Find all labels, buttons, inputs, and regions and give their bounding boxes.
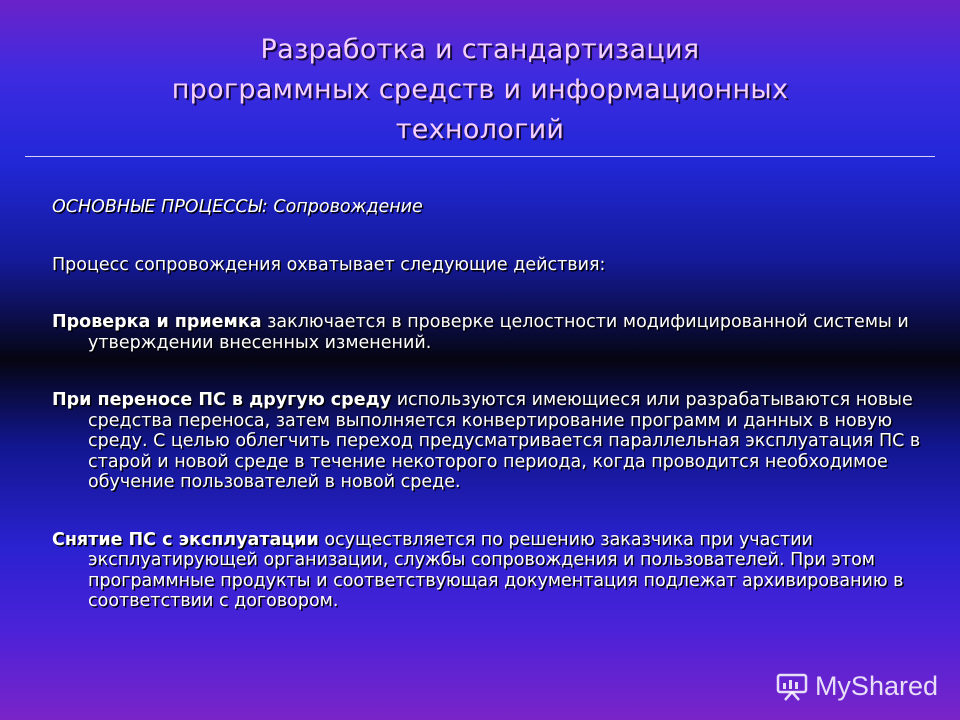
item-term: Снятие ПС с эксплуатации [52,529,319,550]
section-heading: ОСНОВНЫЕ ПРОЦЕССЫ: Сопровождение [52,197,423,217]
item-text: заключается в проверке целостности модифицированной системы и утверждении внесенных изменений. [88,312,909,353]
watermark [775,671,938,702]
intro-paragraph: Процесс сопровождения охватывает следующие действия: [52,254,606,275]
title-line-1: Разработка и стандартизация [260,34,700,65]
item-text: используются имеющиеся или разрабатываются новые средства переноса, затем выполняется конвертирование программ и данных в новую среду. С целью облегчить переход предусматривается параллельная эксплуатация ПС в старой и новой среде в течение некоторого периода, когда проводится необходимое обучение пользователей в новой среде. [88,390,921,492]
watermark-text: MyShared [814,671,938,701]
presentation-board-icon [775,672,809,702]
slide-body [52,197,922,649]
list-item [52,530,922,612]
title-divider [25,156,935,157]
title-line-2: программных средств и информационных [171,74,789,105]
title-line-3: технологий [395,114,565,145]
item-text: осуществляется по решению заказчика при участии эксплуатирующей организации, службы сопровождения и пользователей. При этом программные продукты и соответствующая документация подлежат архивированию в соответствии с договором. [88,529,904,611]
item-term: Проверка и приемка [52,312,262,332]
list-item [52,390,922,493]
list-item [52,312,922,353]
slide-title [0,30,960,150]
item-term: При переносе ПС в другую среду [52,390,392,410]
